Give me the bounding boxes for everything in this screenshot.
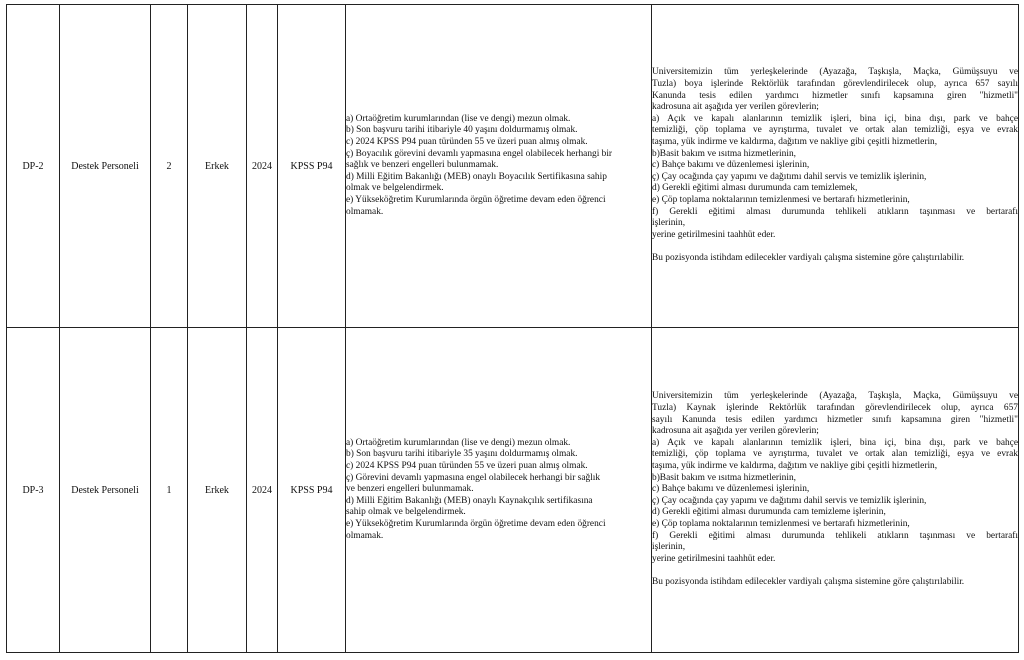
position-year: 2024 bbox=[247, 328, 278, 653]
requirement-line: c) 2024 KPSS P94 puan türünden 55 ve üzeri puan almış olmak. bbox=[346, 137, 588, 148]
position-count: 2 bbox=[151, 5, 188, 328]
requirement-line: b) Son başvuru tarihi itibariyle 35 yaşını doldurmamış olmak. bbox=[346, 449, 578, 460]
requirement-line: sağlık ve benzeri engelleri bulunmamak. bbox=[346, 160, 499, 171]
requirement-line: a) Ortaöğretim kurumlarından (lise ve dengi) mezun olmak. bbox=[346, 113, 571, 124]
requirement-line: olmamak. bbox=[346, 530, 384, 541]
requirement-line: olmamak. bbox=[346, 206, 384, 217]
duty-line: e) Çöp toplama noktalarının temizlenmesi ve bertarafı hizmetlerinin, bbox=[652, 518, 910, 529]
duty-line: a) Açık ve kapalı alanlarının temizlik işleri, bina içi, bina dışı, park ve bahçe bbox=[652, 437, 1018, 448]
requirement-line: sahip olmak ve belgelendirmek. bbox=[346, 507, 466, 518]
requirements-cell bbox=[346, 5, 652, 328]
duty-line: d) Gerekli eğitimi alması durumunda cam temizlemek, bbox=[652, 183, 858, 194]
duty-line: d) Gerekli eğitimi alması durumunda cam temizleme işlerinin, bbox=[652, 507, 886, 518]
duty-line: f) Gerekli eğitimi alması durumunda tehlikeli atıkların taşınması ve bertarafı bbox=[652, 530, 1018, 541]
duty-line: yerine getirilmesini taahhüt eder. bbox=[652, 229, 776, 240]
position-title: Destek Personeli bbox=[60, 5, 151, 328]
duty-line: kadrosuna ait aşağıda yer verilen görevlerin; bbox=[652, 102, 819, 113]
duty-line: taşıma, yük indirme ve kaldırma, dağıtım ve nakliye gibi çeşitli hizmetlerin, bbox=[652, 137, 938, 148]
duty-line: taşıma, yük indirme ve kaldırma, dağıtım ve nakliye gibi çeşitli hizmetlerin, bbox=[652, 461, 938, 472]
requirements-cell bbox=[346, 328, 652, 653]
requirement-line: e) Yükseköğretim Kurumlarında örgün öğretime devam eden öğrenci bbox=[346, 518, 606, 529]
duty-line: b)Basit bakım ve ısıtma hizmetlerinin, bbox=[652, 148, 796, 159]
requirement-line: d) Milli Eğitim Bakanlığı (MEB) onaylı Kaynakçılık sertifikasına bbox=[346, 495, 593, 506]
duties-cell bbox=[652, 5, 1019, 328]
position-code: DP-3 bbox=[7, 328, 60, 653]
requirement-line: d) Milli Eğitim Bakanlığı (MEB) onaylı Boyacılık Sertifikasına sahip bbox=[346, 171, 607, 182]
spacer bbox=[652, 565, 1018, 577]
duty-line: a) Açık ve kapalı alanlarının temizlik işleri, bina içi, bina dışı, park ve bahçe bbox=[652, 113, 1018, 124]
table-row bbox=[7, 5, 1019, 328]
requirement-line: olmak ve belgelendirmek. bbox=[346, 183, 444, 194]
table-row bbox=[7, 328, 1019, 653]
duty-line: işlerinin, bbox=[652, 218, 686, 229]
spacer bbox=[652, 241, 1018, 253]
duties-cell bbox=[652, 328, 1019, 653]
shift-note: Bu pozisyonda istihdam edilecekler vardiyalı çalışma sistemine göre çalıştırılabilir. bbox=[652, 576, 965, 587]
duty-line: ç) Çay ocağında çay yapımı ve dağıtımı dahil servis ve temizlik işlerinin, bbox=[652, 495, 927, 506]
duty-line: e) Çöp toplama noktalarının temizlenmesi ve bertarafı hizmetlerinin, bbox=[652, 194, 910, 205]
position-gender: Erkek bbox=[188, 328, 247, 653]
duty-line: f) Gerekli eğitimi alması durumunda tehlikeli atıkların taşınması ve bertarafı bbox=[652, 206, 1018, 217]
position-code: DP-2 bbox=[7, 5, 60, 328]
duty-line: Üniversitemizin tüm yerleşkelerinde (Ayazağa, Taşkışla, Maçka, Gümüşsuyu ve bbox=[652, 67, 1018, 78]
duty-line: b)Basit bakım ve ısıtma hizmetlerinin, bbox=[652, 472, 796, 483]
duty-line: temizliği, çöp toplama ve ayrıştırma, tuvalet ve ortak alan temizliği, eşya ve evrak bbox=[652, 449, 1018, 460]
duty-line: Kanunda tesis edilen yardımcı hizmetler sınıfı kapsamına giren "hizmetli" bbox=[652, 90, 1018, 101]
position-score-type: KPSS P94 bbox=[278, 328, 346, 653]
position-count: 1 bbox=[151, 328, 188, 653]
duty-line: kadrosuna ait aşağıda yer verilen görevlerin; bbox=[652, 426, 819, 437]
requirement-line: ç) Görevini devamlı yapmasına engel olabilecek herhangi bir sağlık bbox=[346, 472, 601, 483]
duty-line: ç) Çay ocağında çay yapımı ve dağıtımı dahil servis ve temizlik işlerinin, bbox=[652, 171, 927, 182]
duty-line: c) Bahçe bakımı ve düzenlemesi işlerinin, bbox=[652, 160, 810, 171]
duty-line: Tuzla) boya işlerinde Rektörlük tarafından görevlendirilecek olup, ayrıca 657 sayılı bbox=[652, 79, 1018, 90]
duty-line: temizliği, çöp toplama ve ayrıştırma, tuvalet ve ortak alan temizliği, eşya ve evrak bbox=[652, 125, 1018, 136]
duty-line: işlerinin, bbox=[652, 542, 686, 553]
shift-note: Bu pozisyonda istihdam edilecekler vardiyalı çalışma sistemine göre çalıştırılabilir. bbox=[652, 252, 965, 263]
position-gender: Erkek bbox=[188, 5, 247, 328]
duty-line: Tuzla) Kaynak işlerinde Rektörlük tarafından görevlendirilecek olup, ayrıca 657 bbox=[652, 403, 1018, 414]
requirement-line: e) Yükseköğretim Kurumlarında örgün öğretime devam eden öğrenci bbox=[346, 194, 606, 205]
requirement-line: ç) Boyacılık görevini devamlı yapmasına engel olabilecek herhangi bir bbox=[346, 148, 613, 159]
duty-line: yerine getirilmesini taahhüt eder. bbox=[652, 553, 776, 564]
position-score-type: KPSS P94 bbox=[278, 5, 346, 328]
requirement-line: a) Ortaöğretim kurumlarından (lise ve dengi) mezun olmak. bbox=[346, 437, 571, 448]
requirement-line: c) 2024 KPSS P94 puan türünden 55 ve üzeri puan almış olmak. bbox=[346, 461, 588, 472]
requirement-line: b) Son başvuru tarihi itibariyle 40 yaşını doldurmamış olmak. bbox=[346, 125, 578, 136]
position-title: Destek Personeli bbox=[60, 328, 151, 653]
duty-line: c) Bahçe bakımı ve düzenlemesi işlerinin, bbox=[652, 484, 810, 495]
duty-line: sayılı Kanunda tesis edilen yardımcı hizmetler sınıfı kapsamına giren "hizmetli" bbox=[652, 414, 1018, 425]
position-year: 2024 bbox=[247, 5, 278, 328]
requirement-line: ve benzeri engelleri bulunmamak. bbox=[346, 484, 474, 495]
duty-line: Üniversitemizin tüm yerleşkelerinde (Ayazağa, Taşkışla, Maçka, Gümüşsuyu ve bbox=[652, 391, 1018, 402]
positions-table bbox=[6, 4, 1019, 653]
